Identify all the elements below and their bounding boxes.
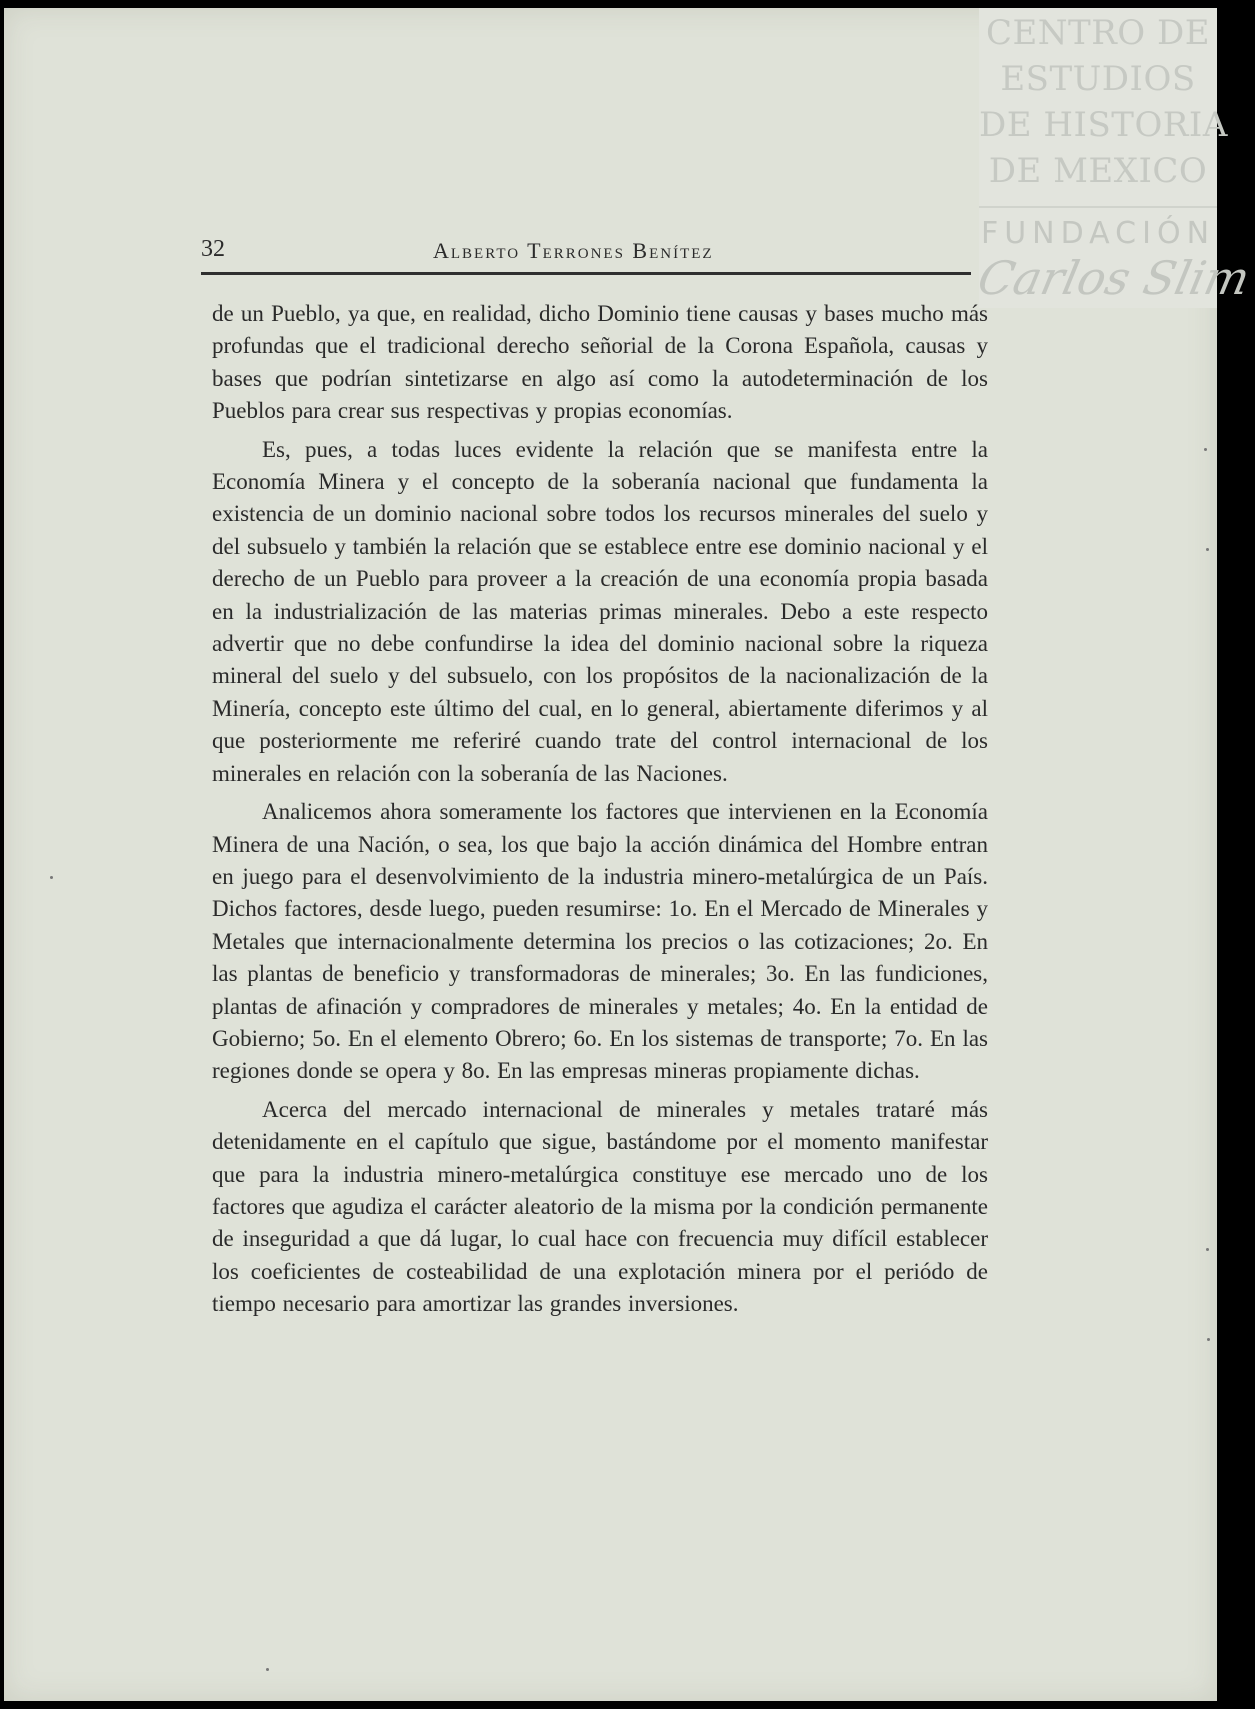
paragraph: de un Pueblo, ya que, en realidad, dicho Dominio tiene causas y bases mucho más profundas que el tradicional derecho señorial de la Corona Española, causas y bases que podrían sintetizarse en algo así como la autodeterminación de los Pueblos para crear sus respectivas y propias economías. [212, 301, 988, 424]
archive-watermark [973, 8, 1255, 308]
paragraph: Acerca del mercado internacional de minerales y metales trataré más detenidamente en el capítulo que sigue, bastándome por el momento manifestar que para la industria minero-metalúrgica constituye ese mercado uno de los factores que agudiza el carácter aleatorio de la misma por la condición permanente de inseguridad a que dá lugar, lo cual hace con frecuencia muy difícil establecer los coeficientes de costeabilidad de una explotación minera por el periódo de tiempo necesario para amortizar las grandes inversiones. [212, 1096, 988, 1317]
watermark-line: DE HISTORIA [979, 105, 1228, 145]
body-text [212, 298, 988, 1327]
paper-speck [1207, 1338, 1210, 1341]
watermark-foundation: FUNDACIÓN [980, 216, 1216, 251]
paper-speck [266, 1668, 269, 1671]
watermark-line: ESTUDIOS [1000, 59, 1196, 99]
paper-speck [1206, 548, 1209, 551]
header-rule [201, 272, 971, 275]
watermark-divider [979, 206, 1217, 208]
watermark-line: DE MEXICO [988, 151, 1208, 191]
watermark-line: CENTRO DE [985, 13, 1211, 53]
paper-speck [1204, 448, 1207, 451]
document-page [4, 8, 1255, 1701]
paper-speck [1206, 1248, 1209, 1251]
page-number: 32 [201, 236, 225, 262]
paragraph: Es, pues, a todas luces evidente la relación que se manifesta entre la Economía Minera y el concepto de la soberanía nacional que fundamenta la existencia de un dominio nacional sobre todos los recursos minerales del suelo y del subsuelo y también la relación que se establece entre ese dominio nacional y el derecho de un Pueblo para proveer a la creación de una economía propia basada en la industrialización de las materias primas minerales. Debo a este respecto advertir que no debe confundirse la idea del dominio nacional sobre la riqueza mineral del suelo y del subsuelo, con los propósitos de la nacionalización de la Minería, concepto este último del cual, en lo general, abiertamente diferimos y al que posteriormente me referiré cuando trate del control internacional de los minerales en relación con la soberanía de las Naciones. [212, 436, 988, 786]
page-header [201, 236, 971, 272]
paper-speck [50, 876, 53, 879]
paragraph: Analicemos ahora someramente los factores que intervienen en la Economía Minera de una Nación, o sea, los que bajo la acción dinámica del Hombre entran en juego para el desenvolvimiento de la industria minero-metalúrgica de un País. Dichos factores, desde luego, pueden resumirse: 1o. En el Mercado de Minerales y Metales que internacionalmente determina los precios o las cotizaciones; 2o. En las plantas de beneficio y transformadoras de minerales; 3o. En las fundiciones, plantas de afinación y compradores de minerales y metales; 4o. En la entidad de Gobierno; 5o. En el elemento Obrero; 6o. En los sistemas de transporte; 7o. En las regiones donde se opera y 8o. En las empresas mineras propiamente dichas. [212, 799, 988, 1084]
watermark-signature: Carlos Slim [973, 251, 1255, 305]
running-title: Alberto Terrones Benítez [433, 238, 714, 263]
